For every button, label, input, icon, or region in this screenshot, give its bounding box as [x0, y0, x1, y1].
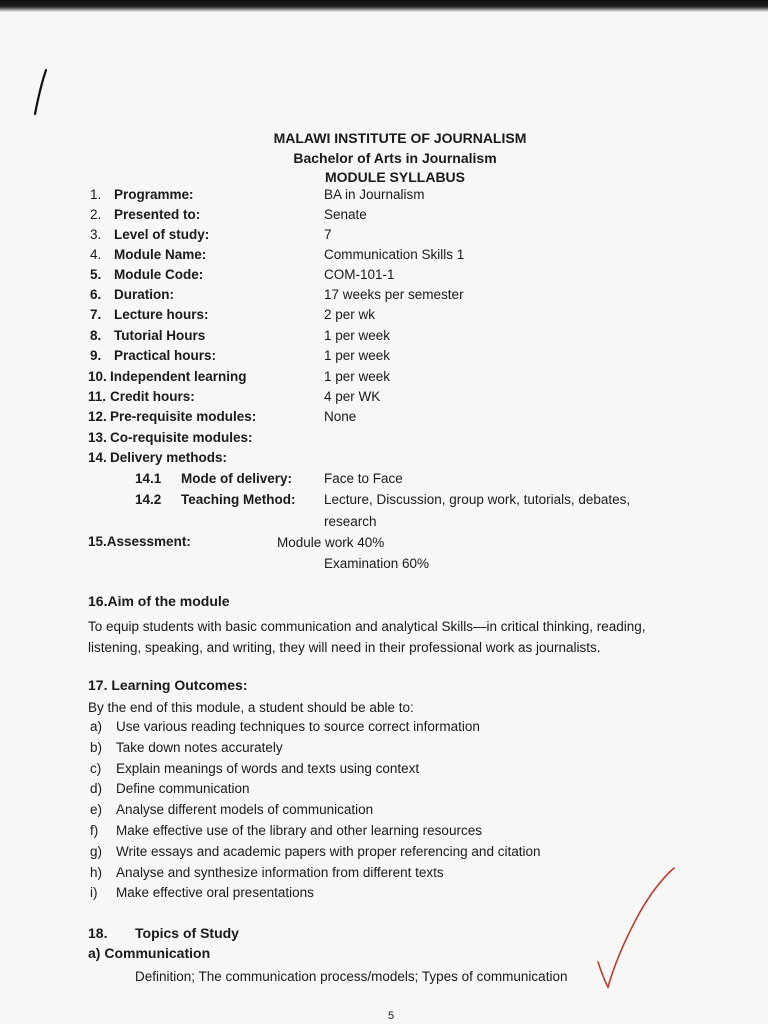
assessment-examination: Examination 60%: [324, 556, 430, 571]
delivery-mode-number: 14.1: [135, 471, 162, 486]
page-top-edge: [0, 0, 768, 12]
outcome-letter: c): [90, 761, 102, 776]
delivery-mode-value: Face to Face: [324, 471, 403, 486]
teaching-method-number: 14.2: [135, 492, 162, 507]
document-type-title: MODULE SYLLABUS: [325, 169, 465, 185]
field-value: BA in Journalism: [324, 187, 425, 202]
field-number: 13.: [88, 430, 107, 445]
outcome-text: Take down notes accurately: [116, 740, 283, 755]
outcome-text: Analyse and synthesize information from different texts: [116, 865, 444, 880]
field-label: Co-requisite modules:: [110, 430, 253, 445]
assessment-module-work: Module work 40%: [277, 535, 385, 550]
outcome-letter: g): [90, 844, 103, 859]
field-number: 1.: [90, 187, 102, 202]
field-value: 7: [324, 227, 332, 242]
aim-line-1: To equip students with basic communication and analytical Skills—in critical thinking, reading,: [88, 619, 646, 634]
field-label: Independent learning: [110, 369, 247, 384]
teaching-method-value: Lecture, Discussion, group work, tutorials, debates,: [324, 492, 631, 507]
learning-outcomes-intro: By the end of this module, a student should be able to:: [88, 700, 414, 715]
outcome-text: Make effective use of the library and other learning resources: [116, 823, 482, 838]
outcome-letter: i): [90, 885, 98, 900]
learning-outcomes-title: 17. Learning Outcomes:: [88, 677, 248, 693]
topics-title: Topics of Study: [135, 925, 239, 941]
topic-communication-heading: a) Communication: [88, 945, 211, 961]
teaching-method-value-cont: research: [324, 514, 377, 529]
field-number: 4.: [90, 247, 102, 262]
field-label: Delivery methods:: [110, 450, 228, 465]
field-label: Practical hours:: [114, 348, 217, 363]
field-label: Presented to:: [114, 207, 201, 222]
field-number: 9.: [90, 348, 102, 363]
outcome-text: Analyse different models of communication: [116, 802, 374, 817]
field-value: 1 per week: [324, 369, 391, 384]
outcome-letter: f): [90, 823, 99, 838]
field-label: Programme:: [114, 187, 194, 202]
pen-stroke-mark: [30, 68, 50, 118]
outcome-letter: d): [90, 781, 103, 796]
field-label: Tutorial Hours: [114, 328, 206, 343]
topic-communication-detail: Definition; The communication process/models; Types of communication: [135, 969, 568, 984]
field-value: Communication Skills 1: [324, 247, 465, 262]
outcome-text: Make effective oral presentations: [116, 885, 314, 900]
outcome-text: Use various reading techniques to source correct information: [116, 719, 480, 734]
field-number: 12.: [88, 409, 107, 424]
field-value: None: [324, 409, 357, 424]
red-pen-check-mark: [590, 862, 680, 992]
degree-title: Bachelor of Arts in Journalism: [293, 150, 497, 166]
field-number: 7.: [90, 307, 102, 322]
field-value: 1 per week: [324, 348, 391, 363]
field-value: 4 per WK: [324, 389, 381, 404]
delivery-mode-label: Mode of delivery:: [181, 471, 293, 486]
teaching-method-label: Teaching Method:: [181, 492, 296, 507]
field-label: Module Name:: [114, 247, 207, 262]
field-number: 6.: [90, 287, 102, 302]
outcome-text: Write essays and academic papers with proper referencing and citation: [116, 844, 541, 859]
outcome-text: Define communication: [116, 781, 250, 796]
field-label: Module Code:: [114, 267, 204, 282]
field-number: 10.: [88, 369, 107, 384]
field-number: 3.: [90, 227, 102, 242]
institute-title: MALAWI INSTITUTE OF JOURNALISM: [273, 130, 527, 146]
outcome-letter: a): [90, 719, 103, 734]
field-number: 2.: [90, 207, 102, 222]
field-label: Credit hours:: [110, 389, 195, 404]
field-label: Pre-requisite modules:: [110, 409, 257, 424]
outcome-letter: e): [90, 802, 103, 817]
aim-line-2: listening, speaking, and writing, they will need in their professional work as journalists.: [88, 640, 601, 655]
field-value: 1 per week: [324, 328, 391, 343]
field-label: Duration:: [114, 287, 174, 302]
page-number: 5: [388, 1010, 395, 1022]
outcome-text: Explain meanings of words and texts using context: [116, 761, 420, 776]
field-value: COM-101-1: [324, 267, 395, 282]
field-label: Level of study:: [114, 227, 210, 242]
field-number: 11.: [88, 389, 107, 404]
aim-title: 16.Aim of the module: [88, 593, 230, 609]
field-value: 2 per wk: [324, 307, 376, 322]
topics-number: 18.: [88, 925, 108, 941]
assessment-label: 15.Assessment:: [88, 534, 191, 549]
field-value: Senate: [324, 207, 367, 222]
outcome-letter: h): [90, 865, 103, 880]
field-number: 5.: [90, 267, 102, 282]
field-number: 14.: [88, 450, 107, 465]
field-value: 17 weeks per semester: [324, 287, 464, 302]
outcome-letter: b): [90, 740, 103, 755]
field-number: 8.: [90, 328, 102, 343]
field-label: Lecture hours:: [114, 307, 209, 322]
